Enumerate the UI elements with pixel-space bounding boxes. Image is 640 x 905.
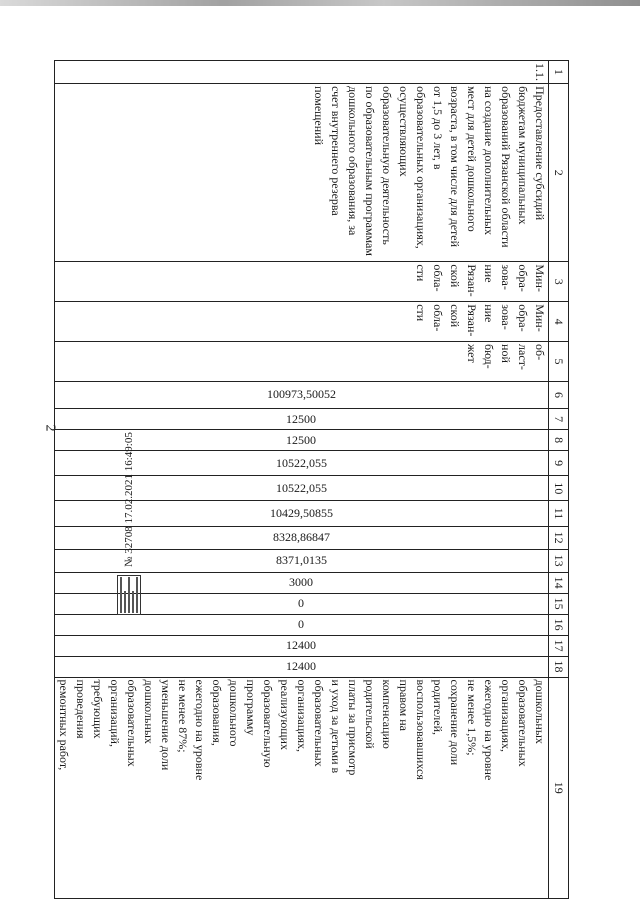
value-col-16: 0 (55, 614, 549, 635)
col-header-10: 10 (549, 476, 569, 501)
col-header-14: 14 (549, 572, 569, 593)
col-header-1: 1 (549, 61, 569, 84)
col-header-8: 8 (549, 430, 569, 451)
barcode-stamp-icon (117, 575, 141, 615)
value-col-15: 0 (55, 593, 549, 614)
col-header-16: 16 (549, 614, 569, 635)
funding-source-cell: об- ласт- ной бюд- жет (55, 342, 549, 382)
col-header-3: 3 (549, 262, 569, 302)
value-col-9: 10522,055 (55, 451, 549, 476)
executor-cell: Мин- обра- зова- ние Рязан- ской обла- сти (55, 262, 549, 302)
registration-number: № 32708 17.02.2021 16:49:05 (123, 432, 135, 567)
col-header-15: 15 (549, 593, 569, 614)
value-col-12: 8328,86847 (55, 526, 549, 549)
value-col-18: 12400 (55, 656, 549, 677)
col-header-11: 11 (549, 501, 569, 526)
col-header-9: 9 (549, 451, 569, 476)
value-col-10: 10522,055 (55, 476, 549, 501)
value-col-14: 3000 (55, 572, 549, 593)
row-number: 1.1. (55, 61, 549, 84)
col-header-19: 19 (549, 677, 569, 898)
measure-description: Предоставление субсидий бюджетам муниципальных образований Рязанской области на создание дополнительных мест для детей дошкольного возраста, в том числе для детей от 1,5 до 3 лет, в образовательных организациях, осуществляющих образовательную деятельность по образовательным программам дошкольного образования, за счет внутреннего резерва помещений (55, 84, 549, 262)
scan-edge (0, 0, 640, 6)
col-header-7: 7 (549, 409, 569, 430)
col-header-13: 13 (549, 549, 569, 572)
value-col-13: 8371,0135 (55, 549, 549, 572)
value-col-6: 100973,50052 (55, 381, 549, 408)
value-col-17: 12400 (55, 635, 549, 656)
col-header-2: 2 (549, 84, 569, 262)
value-col-11: 10429,50855 (55, 501, 549, 526)
col-header-6: 6 (549, 381, 569, 408)
col-header-5: 5 (549, 342, 569, 382)
target-indicator-cell: дошкольных образовательных организациях, ежегодно на уровне не менее 1,5%; сохранение доли родителей, воспользовавшихся правом на компенсацию родительской платы за присмотр и уход за детьми в образовательных организациях, реализующих образовательную программу дошкольного образования, ежегодно на уровне не менее 87%; уменьшение доли дошкольных образовательных организаций, требующих проведения ремонтных работ, (55, 677, 549, 898)
column-number-row (549, 61, 569, 899)
col-header-12: 12 (549, 526, 569, 549)
col-header-18: 18 (549, 656, 569, 677)
value-col-7: 12500 (55, 409, 549, 430)
document-footer (112, 385, 146, 615)
coexecutor-cell: Мин- обра- зова- ние Рязан- ской обла- сти (55, 302, 549, 342)
col-header-4: 4 (549, 302, 569, 342)
value-col-8: 12500 (55, 430, 549, 451)
col-header-17: 17 (549, 635, 569, 656)
page-number: 2 (42, 424, 58, 432)
